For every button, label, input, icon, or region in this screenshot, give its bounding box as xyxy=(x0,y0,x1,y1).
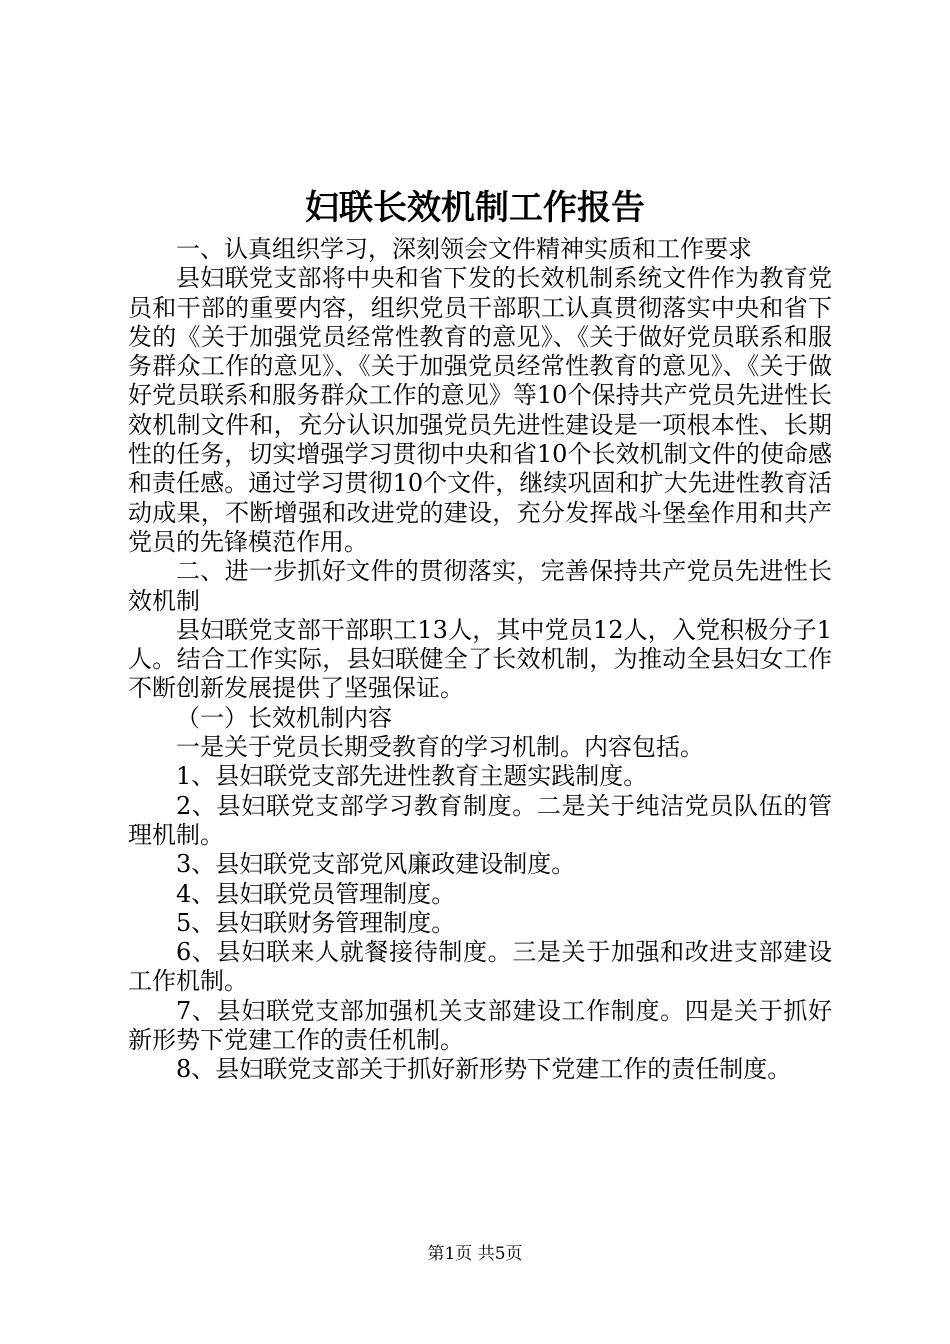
list-item: 3、县妇联党支部党风廉政建设制度。 xyxy=(176,850,576,879)
document-body xyxy=(128,235,832,1085)
body-paragraph: 县妇联党支部干部职工13人，其中党员12人，入党积极分子1人。结合工作实际，县妇联健全了长效机制，为推动全县妇女工作不断创新发展提供了坚强保证。 xyxy=(128,615,832,703)
list-item: 1、县妇联党支部先进性教育主题实践制度。 xyxy=(176,762,648,791)
list-item: 7、县妇联党支部加强机关支部建设工作制度。四是关于抓好新形势下党建工作的责任机制。 xyxy=(128,996,832,1055)
section-heading-2: 二、进一步抓好文件的贯彻落实，完善保持共产党员先进性长效机制 xyxy=(128,557,832,615)
section-heading-1: 一、认真组织学习，深刻领会文件精神实质和工作要求 xyxy=(176,235,752,263)
subsection-heading: （一）长效机制内容 xyxy=(176,703,392,732)
page-indicator: 第1页 共5页 xyxy=(427,1244,523,1264)
document-title: 妇联长效机制工作报告 xyxy=(305,188,645,228)
body-paragraph: 一是关于党员长期受教育的学习机制。内容包括。 xyxy=(176,733,704,762)
list-item: 2、县妇联党支部学习教育制度。二是关于纯洁党员队伍的管理机制。 xyxy=(128,791,832,849)
list-item: 5、县妇联财务管理制度。 xyxy=(176,908,456,937)
body-paragraph: 县妇联党支部将中央和省下发的长效机制系统文件作为教育党员和干部的重要内容，组织党员干部职工认真贯彻落实中央和省下发的《关于加强党员经常性教育的意见》、《关于做好党员联系和服务群众工作的意见》、《关于加强党员经常性教育的意见》、《关于做好党员联系和服务群众工作的意见》等10个保持共产党员先进性长效机制文件和，充分认识加强党员先进性建设是一项根本性、长期性的任务，切实增强学习贯彻中央和省10个长效机制文件的使命感和责任感。通过学习贯彻10个文件，继续巩固和扩大先进性教育活动成果，不断增强和改进党的建设，充分发挥战斗堡垒作用和共产党员的先锋模范作用。 xyxy=(128,264,832,556)
list-item: 4、县妇联党员管理制度。 xyxy=(176,879,456,908)
list-item: 8、县妇联党支部关于抓好新形势下党建工作的责任制度。 xyxy=(176,1055,792,1084)
list-item: 6、县妇联来人就餐接待制度。三是关于加强和改进支部建设工作机制。 xyxy=(128,938,832,996)
